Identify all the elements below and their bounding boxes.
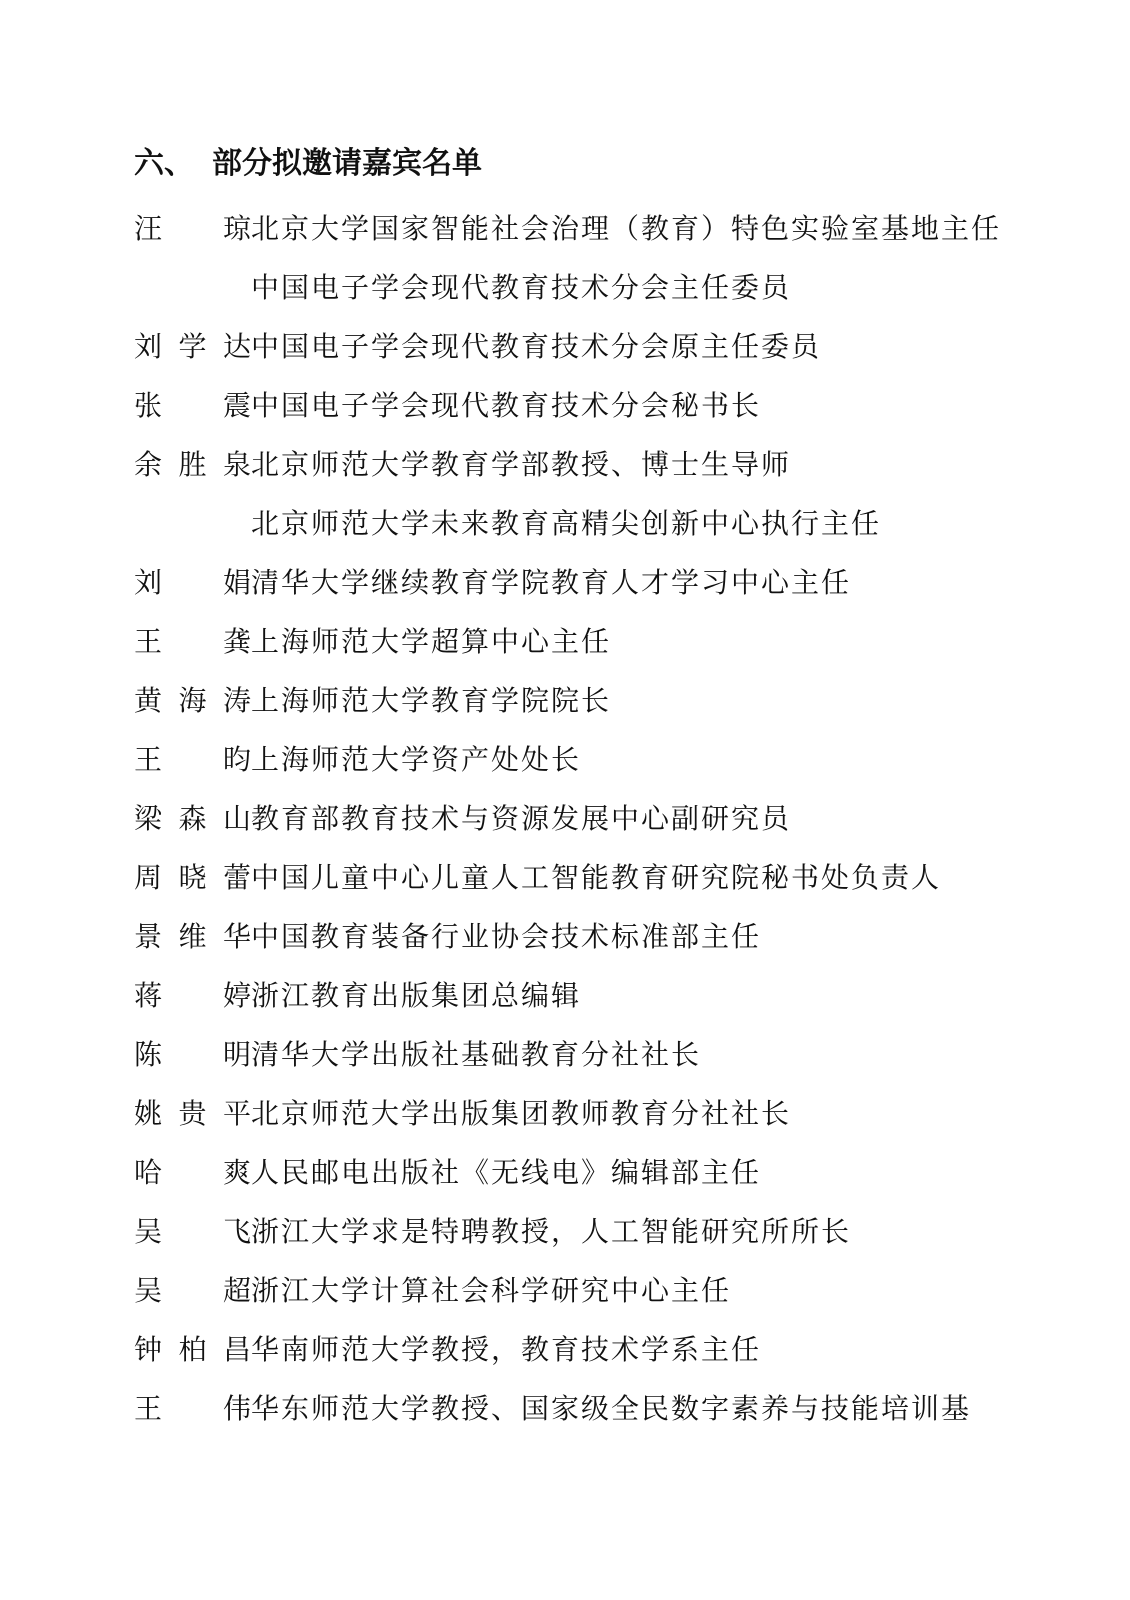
guest-row: [134, 669, 1034, 728]
guest-name-char: 刘: [134, 329, 163, 363]
guest-title: 人民邮电出版社《无线电》编辑部主任: [251, 1155, 762, 1189]
guest-name: [134, 443, 251, 483]
guest-name: [134, 1151, 251, 1191]
guest-name: [134, 679, 251, 719]
guest-row: [134, 197, 1034, 256]
guest-name-char: 吴: [134, 1273, 163, 1307]
guest-name: [134, 325, 251, 365]
guest-name-char: 华: [222, 919, 251, 953]
guest-row: [134, 610, 1034, 669]
guest-name-char: 达: [222, 329, 251, 363]
guest-name-char: 海: [178, 683, 207, 717]
guest-name: [134, 1210, 251, 1250]
guest-name: [134, 1387, 251, 1427]
guest-list: [134, 197, 1034, 1436]
guest-row-continuation: [134, 492, 1034, 551]
guest-name: [134, 384, 251, 424]
guest-row: [134, 1200, 1034, 1259]
guest-name-char: 伟: [222, 1391, 251, 1425]
guest-name-char: 娟: [222, 565, 251, 599]
guest-title: 浙江大学求是特聘教授，人工智能研究所所长: [251, 1214, 852, 1248]
guest-title: 北京师范大学教育学部教授、博士生导师: [251, 447, 792, 481]
guest-row: [134, 433, 1034, 492]
guest-row: [134, 1023, 1034, 1082]
guest-name-char: 涛: [222, 683, 251, 717]
guest-name-char: 琼: [222, 211, 251, 245]
section-heading: [134, 144, 482, 184]
guest-name-char: 泉: [222, 447, 251, 481]
guest-title: 中国电子学会现代教育技术分会主任委员: [251, 270, 792, 304]
guest-title: 上海师范大学教育学院院长: [251, 683, 612, 717]
guest-name-char: 景: [134, 919, 163, 953]
guest-name-char: 蒋: [134, 978, 163, 1012]
guest-name-char: 张: [134, 388, 163, 422]
guest-row: [134, 315, 1034, 374]
guest-name-char: 胜: [178, 447, 207, 481]
guest-name-char: 平: [222, 1096, 251, 1130]
guest-title: 清华大学继续教育学院教育人才学习中心主任: [251, 565, 852, 599]
guest-row: [134, 374, 1034, 433]
guest-name: [134, 915, 251, 955]
guest-name-char: 钟: [134, 1332, 163, 1366]
guest-name: [134, 1269, 251, 1309]
guest-name-char: 爽: [222, 1155, 251, 1189]
guest-name-char: 学: [178, 329, 207, 363]
guest-row: [134, 905, 1034, 964]
guest-row: [134, 964, 1034, 1023]
guest-row: [134, 1377, 1034, 1436]
guest-title: 华东师范大学教授、国家级全民数字素养与技能培训基: [251, 1391, 972, 1425]
guest-name-char: 王: [134, 1391, 163, 1425]
guest-row: [134, 846, 1034, 905]
guest-row: [134, 551, 1034, 610]
guest-name-char: 哈: [134, 1155, 163, 1189]
guest-title: 华南师范大学教授，教育技术学系主任: [251, 1332, 762, 1366]
guest-row: [134, 728, 1034, 787]
guest-name: [134, 856, 251, 896]
guest-name-char: 婷: [222, 978, 251, 1012]
guest-name-char: 余: [134, 447, 163, 481]
guest-name-char: 黄: [134, 683, 163, 717]
guest-name: [134, 561, 251, 601]
guest-name-char: 吴: [134, 1214, 163, 1248]
guest-title: 北京师范大学出版集团教师教育分社社长: [251, 1096, 792, 1130]
guest-name-char: 山: [222, 801, 251, 835]
guest-row-continuation: [134, 256, 1034, 315]
section-title: 部分拟邀请嘉宾名单: [212, 146, 482, 181]
guest-row: [134, 1259, 1034, 1318]
guest-name-char: 明: [222, 1037, 251, 1071]
guest-row: [134, 1141, 1034, 1200]
guest-title: 北京师范大学未来教育高精尖创新中心执行主任: [251, 506, 882, 540]
guest-row: [134, 787, 1034, 846]
guest-name: [134, 797, 251, 837]
guest-name: [134, 620, 251, 660]
guest-name-char: 震: [222, 388, 251, 422]
guest-name-char: 刘: [134, 565, 163, 599]
guest-name-char: 蕾: [222, 860, 251, 894]
guest-title: 中国电子学会现代教育技术分会秘书长: [251, 388, 762, 422]
guest-title: 上海师范大学资产处处长: [251, 742, 582, 776]
guest-name-char: 周: [134, 860, 163, 894]
guest-name: [134, 1328, 251, 1368]
section-number: 六、: [134, 146, 194, 181]
guest-name-char: 飞: [222, 1214, 251, 1248]
guest-name: [134, 974, 251, 1014]
guest-title: 浙江教育出版集团总编辑: [251, 978, 582, 1012]
guest-name-char: 昌: [222, 1332, 251, 1366]
guest-title: 浙江大学计算社会科学研究中心主任: [251, 1273, 732, 1307]
guest-name: [134, 207, 251, 247]
guest-name: [134, 1092, 251, 1132]
guest-title: 中国儿童中心儿童人工智能教育研究院秘书处负责人: [251, 860, 942, 894]
guest-title: 中国电子学会现代教育技术分会原主任委员: [251, 329, 822, 363]
guest-name-char: 梁: [134, 801, 163, 835]
guest-name-char: 森: [178, 801, 207, 835]
guest-name-char: 维: [178, 919, 207, 953]
guest-name-char: 晓: [178, 860, 207, 894]
guest-name-char: 陈: [134, 1037, 163, 1071]
guest-name-char: 超: [222, 1273, 251, 1307]
guest-row: [134, 1318, 1034, 1377]
guest-name: [134, 1033, 251, 1073]
guest-name-char: 姚: [134, 1096, 163, 1130]
guest-name-char: 龚: [222, 624, 251, 658]
guest-title: 教育部教育技术与资源发展中心副研究员: [251, 801, 792, 835]
guest-title: 清华大学出版社基础教育分社社长: [251, 1037, 702, 1071]
guest-title: 中国教育装备行业协会技术标准部主任: [251, 919, 762, 953]
guest-name-char: 柏: [178, 1332, 207, 1366]
guest-name-char: 王: [134, 742, 163, 776]
guest-title: 北京大学国家智能社会治理（教育）特色实验室基地主任: [251, 211, 1002, 245]
guest-row: [134, 1082, 1034, 1141]
guest-name-char: 贵: [178, 1096, 207, 1130]
guest-name-char: 昀: [222, 742, 251, 776]
guest-name-char: 汪: [134, 211, 163, 245]
guest-name: [134, 738, 251, 778]
guest-name-char: 王: [134, 624, 163, 658]
guest-title: 上海师范大学超算中心主任: [251, 624, 612, 658]
